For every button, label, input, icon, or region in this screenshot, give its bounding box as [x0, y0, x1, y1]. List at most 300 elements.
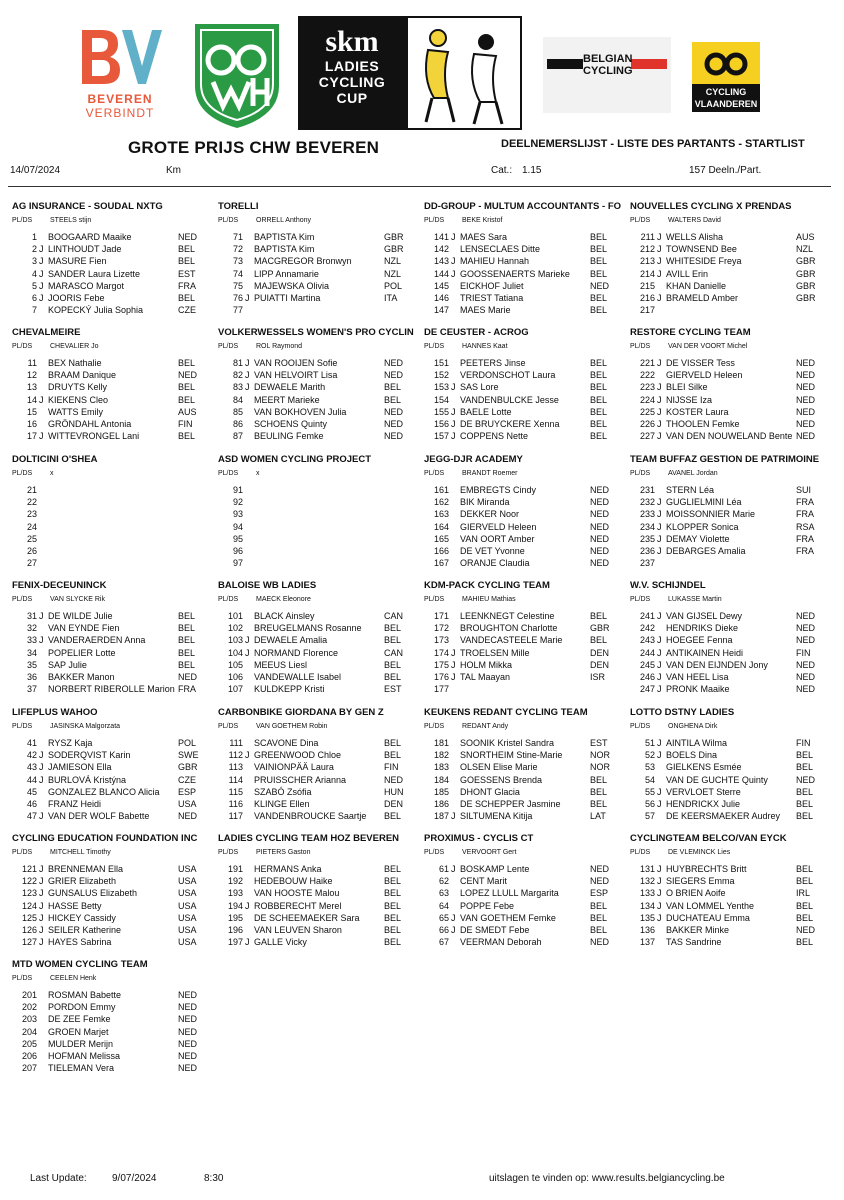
skm-word: skm [325, 25, 379, 58]
rider-number: 135 [639, 912, 655, 923]
rider-row [630, 394, 832, 406]
team-block [12, 959, 214, 1081]
rider-row [424, 610, 626, 622]
rider-name: TIELEMAN Vera [48, 1063, 115, 1074]
rider-nationality: GBR [796, 268, 816, 279]
rider-row [630, 406, 832, 418]
rider-row [630, 231, 832, 243]
rider-name: HOFMAN Melissa [48, 1050, 121, 1061]
rider-nationality: USA [178, 888, 197, 899]
rider-nationality: BEL [178, 292, 196, 303]
junior-flag: J [245, 937, 250, 948]
rider-row [424, 243, 626, 255]
team-director: VAN DER VOORT Michel [668, 343, 748, 350]
rider-number: 144 [433, 268, 449, 279]
rider-number: 4 [31, 268, 37, 279]
rider-number: 162 [433, 497, 449, 508]
rider-row [12, 381, 214, 393]
rider-nationality: BEL [178, 659, 196, 670]
rider-name: CENT Marit [460, 876, 507, 887]
rider-nationality: NOR [590, 750, 610, 761]
junior-flag: J [657, 533, 662, 544]
rider-row [12, 304, 214, 316]
rider-nationality: NZL [384, 256, 402, 267]
rider-nationality: BEL [796, 864, 814, 874]
rider-number: 131 [639, 864, 655, 874]
rider-row [12, 749, 214, 761]
rider-row [12, 484, 214, 496]
rider-name: VAN DER WOLF Babette [48, 811, 150, 822]
rider-row [12, 243, 214, 255]
rider-number: 3 [31, 256, 37, 267]
rider-row [630, 533, 832, 545]
ds-label: PL/DS [630, 596, 651, 603]
rider-row [12, 774, 214, 786]
rider-number: 1 [31, 232, 37, 242]
rider-row [12, 622, 214, 634]
rider-row [12, 863, 214, 875]
bv-mark-icon [70, 22, 170, 92]
skm-ladies-cycling-cup-logo [298, 16, 406, 130]
rider-name: VAN DEN NOUWELAND Bente [666, 431, 793, 442]
rider-row [424, 936, 626, 948]
rider-row [12, 545, 214, 557]
junior-flag: J [39, 431, 44, 442]
chw-logo [191, 20, 283, 130]
rider-row [630, 900, 832, 912]
team-name: FENIX-DECEUNINCK [12, 580, 107, 591]
cyclists-illustration [406, 16, 522, 130]
rider-name: DE VISSER Tess [666, 358, 735, 368]
rider-number: 153 [433, 382, 449, 393]
rider-name: KLINGE Ellen [254, 798, 310, 809]
rider-row [218, 900, 420, 912]
rider-name: JOORIS Febe [48, 292, 105, 303]
team-block [12, 327, 214, 449]
rider-nationality: NED [796, 684, 816, 695]
team-name: KDM-PACK CYCLING TEAM [424, 580, 550, 591]
rider-nationality: NED [590, 876, 610, 887]
startlist-title: DEELNEMERSLIJST - LISTE DES PARTANTS - STARTLIST [501, 138, 805, 150]
rider-nationality: GBR [384, 232, 404, 242]
rider-name: KIEKENS Cleo [48, 394, 109, 405]
rider-name: VANDENBROUCKE Saartje [254, 811, 367, 822]
rider-name: VAN ROOIJEN Sofie [254, 358, 338, 368]
junior-flag: J [657, 406, 662, 417]
rider-name: PEETERS Jinse [460, 358, 526, 368]
rider-number: 104 [227, 647, 243, 658]
ds-label: PL/DS [12, 217, 33, 224]
rider-number: 81 [232, 358, 243, 368]
rider-nationality: GBR [384, 244, 404, 255]
rider-row [218, 774, 420, 786]
rider-row [218, 304, 420, 316]
rider-number: 111 [229, 738, 243, 748]
rider-row [424, 533, 626, 545]
rider-number: 233 [639, 509, 655, 520]
team-block [424, 580, 626, 702]
team-director: x [50, 470, 54, 477]
rider-number: 77 [232, 305, 243, 316]
ds-label: PL/DS [12, 849, 33, 856]
rider-number: 94 [232, 521, 243, 532]
rider-nationality: NZL [796, 244, 814, 255]
rider-number: 92 [232, 497, 243, 508]
junior-flag: J [451, 647, 456, 658]
rider-nationality: FRA [178, 684, 196, 695]
team-name: TORELLI [218, 201, 259, 212]
rider-number: 214 [639, 268, 655, 279]
rider-name: GIERVELD Heleen [460, 521, 537, 532]
participant-count: 157 Deeln./Part. [689, 165, 762, 176]
team-director: REDANT Andy [462, 723, 509, 730]
team-name: ASD WOMEN CYCLING PROJECT [218, 454, 372, 465]
team-director: VAN SLYCKE Rik [50, 596, 105, 603]
rider-nationality: POL [178, 738, 197, 748]
rider-number: 244 [639, 647, 655, 658]
rider-nationality: BEL [796, 798, 814, 809]
rider-nationality: GBR [796, 280, 816, 291]
rider-nationality: BEL [590, 798, 608, 809]
rider-nationality: NED [590, 533, 610, 544]
rider-number: 187 [433, 811, 449, 822]
junior-flag: J [245, 900, 250, 911]
rider-list [630, 863, 832, 948]
team-block [630, 327, 832, 449]
rider-row [12, 634, 214, 646]
ds-label: PL/DS [424, 343, 445, 350]
rider-row [12, 280, 214, 292]
rider-nationality: NED [590, 509, 610, 520]
team-director: BEKE Kristof [462, 217, 503, 224]
rider-number: 156 [433, 418, 449, 429]
rider-row [12, 912, 214, 924]
rider-number: 51 [644, 738, 655, 748]
team-name: W.V. SCHIJNDEL [630, 580, 706, 591]
rider-row [424, 545, 626, 557]
rider-row [12, 369, 214, 381]
rider-number: 155 [433, 406, 449, 417]
rider-row [218, 912, 420, 924]
rider-number: 122 [21, 876, 37, 887]
rider-row [630, 280, 832, 292]
team-block [12, 454, 214, 576]
junior-flag: J [451, 864, 456, 874]
rider-row [630, 936, 832, 948]
team-name: MTD WOMEN CYCLING TEAM [12, 959, 148, 970]
rider-number: 163 [433, 509, 449, 520]
rider-number: 36 [26, 671, 37, 682]
rider-name: DE VET Yvonne [460, 545, 525, 556]
team-name: JEGG-DJR ACADEMY [424, 454, 523, 465]
rider-name: LEENKNEGT Celestine [460, 611, 555, 621]
junior-flag: J [245, 635, 250, 646]
rider-nationality: USA [178, 924, 197, 935]
rider-nationality: AUS [178, 406, 197, 417]
rider-nationality: BEL [178, 256, 196, 267]
rider-row [218, 533, 420, 545]
junior-flag: J [451, 659, 456, 670]
junior-flag: J [657, 382, 662, 393]
rider-number: 63 [438, 888, 449, 899]
rider-number: 21 [26, 485, 37, 495]
rider-row [630, 887, 832, 899]
rider-name: DE KEERSMAEKER Audrey [666, 811, 781, 822]
rider-nationality: NED [796, 370, 816, 381]
rider-number: 55 [644, 786, 655, 797]
cv-line2: VLAANDEREN [694, 99, 758, 109]
rider-row [218, 418, 420, 430]
rider-number: 6 [31, 292, 37, 303]
rider-row [12, 1001, 214, 1013]
rider-name: WATTS Emily [48, 406, 103, 417]
ds-label: PL/DS [424, 723, 445, 730]
rider-number: 75 [232, 280, 243, 291]
junior-flag: J [245, 358, 250, 368]
rider-nationality: NED [178, 370, 198, 381]
rider-row [630, 381, 832, 393]
rider-number: 245 [639, 659, 655, 670]
rider-nationality: BEL [590, 924, 608, 935]
rider-number: 143 [433, 256, 449, 267]
rider-row [218, 545, 420, 557]
rider-name: TROELSEN Mille [460, 647, 530, 658]
rider-name: O BRIEN Aoife [666, 888, 726, 899]
rider-number: 183 [433, 762, 449, 773]
rider-row [12, 647, 214, 659]
rider-name: TAL Maayan [460, 671, 511, 682]
rider-nationality: NED [178, 1002, 198, 1013]
rider-row [218, 255, 420, 267]
rider-name: VAN EYNDE Fien [48, 623, 120, 634]
rider-nationality: BEL [796, 876, 814, 887]
rider-name: GOOSSENAERTS Marieke [460, 268, 570, 279]
rider-row [424, 810, 626, 822]
team-block [12, 707, 214, 829]
rider-nationality: LAT [590, 811, 606, 822]
rider-number: 76 [232, 292, 243, 303]
rider-nationality: GBR [590, 623, 610, 634]
rider-number: 212 [639, 244, 655, 255]
rider-number: 171 [433, 611, 449, 621]
rider-list [424, 357, 626, 442]
rider-number: 25 [26, 533, 37, 544]
junior-flag: J [39, 811, 44, 822]
rider-number: 226 [639, 418, 655, 429]
rider-nationality: BEL [590, 370, 608, 381]
rider-name: OLSEN Elise Marie [460, 762, 538, 773]
category-label: Cat.: [491, 165, 513, 176]
rider-nationality: FRA [178, 280, 196, 291]
rider-number: 15 [26, 406, 37, 417]
rider-row [424, 875, 626, 887]
rider-name: ORANJE Claudia [460, 558, 530, 569]
rider-list [218, 863, 420, 948]
rider-name: ROSMAN Babette [48, 990, 122, 1000]
rider-number: 91 [232, 485, 243, 495]
junior-flag: J [451, 924, 456, 935]
rider-nationality: NED [796, 406, 816, 417]
rider-row [424, 231, 626, 243]
team-director: MAHIEU Mathias [462, 596, 516, 603]
rider-name: GREENWOOD Chloe [254, 750, 342, 761]
rider-list [12, 737, 214, 822]
rider-number: 31 [26, 611, 37, 621]
rider-row [424, 406, 626, 418]
rider-row [12, 786, 214, 798]
team-name: CYCLING EDUCATION FOUNDATION INC [12, 833, 198, 844]
rider-number: 66 [438, 924, 449, 935]
rider-name: POPPE Febe [460, 900, 515, 911]
rider-number: 45 [26, 786, 37, 797]
rider-number: 53 [644, 762, 655, 773]
team-block [218, 327, 420, 449]
rider-nationality: FRA [796, 545, 814, 556]
rider-name: BLACK Ainsley [254, 611, 315, 621]
junior-flag: J [657, 635, 662, 646]
rider-name: WELLS Alisha [666, 232, 724, 242]
rider-nationality: NED [590, 497, 610, 508]
rider-nationality: NED [796, 774, 816, 785]
rider-name: VAN LEUVEN Sharon [254, 924, 342, 935]
rider-row [630, 875, 832, 887]
rider-nationality: EST [384, 684, 402, 695]
junior-flag: J [657, 497, 662, 508]
rider-list [630, 484, 832, 569]
team-block [218, 707, 420, 829]
rider-nationality: BEL [590, 418, 608, 429]
rider-number: 211 [640, 232, 655, 242]
rider-nationality: BEL [796, 750, 814, 761]
junior-flag: J [657, 611, 662, 621]
rider-row [424, 496, 626, 508]
rider-row [424, 671, 626, 683]
rider-number: 42 [26, 750, 37, 761]
rider-number: 74 [232, 268, 243, 279]
team-director: MITCHELL Timothy [50, 849, 111, 856]
rider-nationality: NED [178, 1026, 198, 1037]
chw-shield-icon [191, 20, 283, 130]
rider-number: 195 [227, 912, 243, 923]
rider-nationality: BEL [384, 937, 402, 948]
junior-flag: J [245, 750, 250, 761]
race-title: GROTE PRIJS CHW BEVEREN [128, 138, 380, 157]
rider-row [630, 496, 832, 508]
rider-row [12, 887, 214, 899]
rider-row [630, 761, 832, 773]
rider-number: 27 [26, 558, 37, 569]
rider-name: VAN GIJSEL Dewy [666, 611, 743, 621]
junior-flag: J [39, 912, 44, 923]
rider-nationality: CAN [384, 647, 404, 658]
junior-flag: J [451, 671, 456, 682]
rider-row [12, 875, 214, 887]
team-director: VAN GOETHEM Robin [256, 723, 328, 730]
rider-row [424, 647, 626, 659]
rider-row [630, 634, 832, 646]
rider-number: 103 [227, 635, 243, 646]
rider-row [218, 647, 420, 659]
rider-name: GOESSENS Brenda [460, 774, 543, 785]
rider-number: 177 [433, 684, 449, 695]
rider-number: 197 [227, 937, 243, 948]
rider-name: DE SCHEEMAEKER Sara [254, 912, 360, 923]
rider-name: MAHIEU Hannah [460, 256, 530, 267]
junior-flag: J [451, 268, 456, 279]
junior-flag: J [657, 358, 662, 368]
rider-row [424, 304, 626, 316]
rider-nationality: NED [590, 521, 610, 532]
junior-flag: J [657, 256, 662, 267]
rider-nationality: FRA [796, 497, 814, 508]
ds-label: PL/DS [630, 470, 651, 477]
rider-name: DEKKER Noor [460, 509, 520, 520]
rider-nationality: EST [590, 738, 608, 748]
rider-nationality: BEL [796, 762, 814, 773]
junior-flag: J [39, 256, 44, 267]
team-director: ORRELL Anthony [256, 217, 311, 224]
category-value: 1.15 [522, 165, 542, 176]
ds-label: PL/DS [630, 723, 651, 730]
rider-row [218, 749, 420, 761]
team-block [218, 454, 420, 576]
rider-name: DRUYTS Kelly [48, 382, 108, 393]
rider-nationality: SWE [178, 750, 199, 761]
rider-name: BAELE Lotte [460, 406, 512, 417]
junior-flag: J [245, 382, 250, 393]
ds-label: PL/DS [424, 596, 445, 603]
rider-name: NIJSSE Iza [666, 394, 713, 405]
rider-number: 161 [433, 485, 449, 495]
rider-number: 117 [228, 811, 243, 822]
rider-row [424, 557, 626, 569]
rider-row [12, 683, 214, 695]
junior-flag: J [657, 671, 662, 682]
rider-number: 133 [639, 888, 655, 899]
rider-name: BRENNEMAN Ella [48, 864, 124, 874]
rider-row [424, 292, 626, 304]
team-block [630, 833, 832, 955]
rider-nationality: BEL [178, 244, 196, 255]
rider-number: 145 [433, 280, 449, 291]
rider-name: COPPENS Nette [460, 431, 529, 442]
rider-number: 246 [639, 671, 655, 682]
rider-row [12, 496, 214, 508]
rider-list [218, 357, 420, 442]
rider-row [424, 683, 626, 695]
rider-name: WHITESIDE Freya [666, 256, 742, 267]
rider-row [630, 912, 832, 924]
rider-nationality: NED [590, 937, 610, 948]
rider-nationality: IRL [796, 888, 811, 899]
rider-row [630, 863, 832, 875]
rider-nationality: BEL [796, 900, 814, 911]
rider-name: HAYES Sabrina [48, 937, 112, 948]
rider-number: 134 [639, 900, 655, 911]
rider-nationality: NED [178, 1063, 198, 1074]
rider-number: 243 [639, 635, 655, 646]
rider-row [630, 545, 832, 557]
rider-number: 73 [232, 256, 243, 267]
rider-row [630, 786, 832, 798]
rider-number: 186 [433, 798, 449, 809]
rider-row [630, 671, 832, 683]
rider-row [424, 659, 626, 671]
rider-name: SIEGERS Emma [666, 876, 735, 887]
rider-row [424, 369, 626, 381]
rider-name: GIERVELD Heleen [666, 370, 743, 381]
rider-nationality: NED [178, 671, 198, 682]
